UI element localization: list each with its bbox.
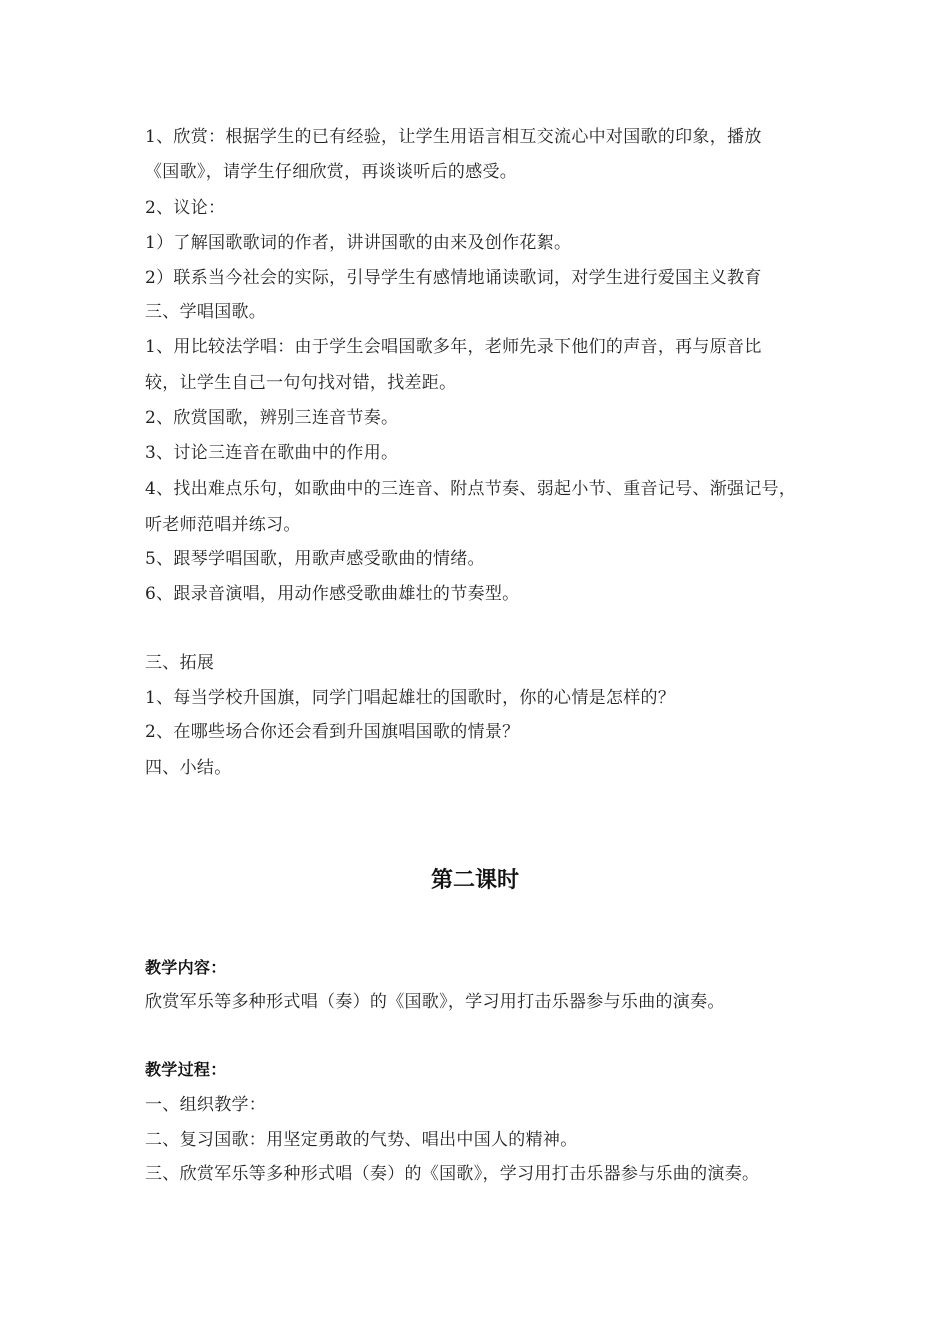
paragraph-line: 5、跟琴学唱国歌，用歌声感受歌曲的情绪。 [145, 549, 485, 569]
teaching-process-label: 教学过程： [145, 1060, 227, 1079]
paragraph-line: 2、议论： [145, 198, 226, 218]
section-heading-line: 四、小结。 [145, 758, 232, 778]
process-step: 二、复习国歌：用坚定勇敢的气势、唱出中国人的精神。 [145, 1130, 578, 1150]
paragraph-line: 4、找出难点乐句，如歌曲中的三连音、附点节奏、弱起小节、重音记号、渐强记号， [145, 479, 797, 499]
paragraph-line: 3、讨论三连音在歌曲中的作用。 [145, 443, 399, 463]
paragraph-line: 1）了解国歌歌词的作者，讲讲国歌的由来及创作花絮。 [145, 233, 572, 253]
process-step: 一、组织教学： [145, 1095, 267, 1115]
paragraph-line: 较，让学生自己一句句找对错，找差距。 [145, 373, 457, 393]
paragraph-line: 2、欣赏国歌，辨别三连音节奏。 [145, 408, 399, 428]
paragraph-line: 1、欣赏：根据学生的已有经验，让学生用语言相互交流心中对国歌的印象，播放 [145, 127, 762, 147]
process-step: 三、欣赏军乐等多种形式唱（奏）的《国歌》，学习用打击乐器参与乐曲的演奏。 [145, 1164, 760, 1184]
section-heading-line: 三、学唱国歌。 [145, 302, 267, 322]
paragraph-line: 2）联系当今社会的实际，引导学生有感情地诵读歌词，对学生进行爱国主义教育 [145, 268, 762, 288]
paragraph-line: 听老师范唱并练习。 [145, 515, 301, 535]
teaching-content-text: 欣赏军乐等多种形式唱（奏）的《国歌》，学习用打击乐器参与乐曲的演奏。 [145, 992, 725, 1012]
paragraph-line: 6、跟录音演唱，用动作感受歌曲雄壮的节奏型。 [145, 584, 520, 604]
paragraph-line: 1、每当学校升国旗，同学门唱起雄壮的国歌时，你的心情是怎样的？ [145, 688, 676, 708]
paragraph-line: 1、用比较法学唱：由于学生会唱国歌多年，老师先录下他们的声音，再与原音比 [145, 337, 762, 357]
lesson-title: 第二课时 [430, 868, 519, 893]
section-heading-line: 三、拓展 [145, 653, 215, 673]
paragraph-line: 2、在哪些场合你还会看到升国旗唱国歌的情景？ [145, 722, 520, 742]
paragraph-line: 《国歌》，请学生仔细欣赏，再谈谈听后的感受。 [145, 162, 518, 182]
teaching-content-label: 教学内容： [145, 958, 227, 977]
